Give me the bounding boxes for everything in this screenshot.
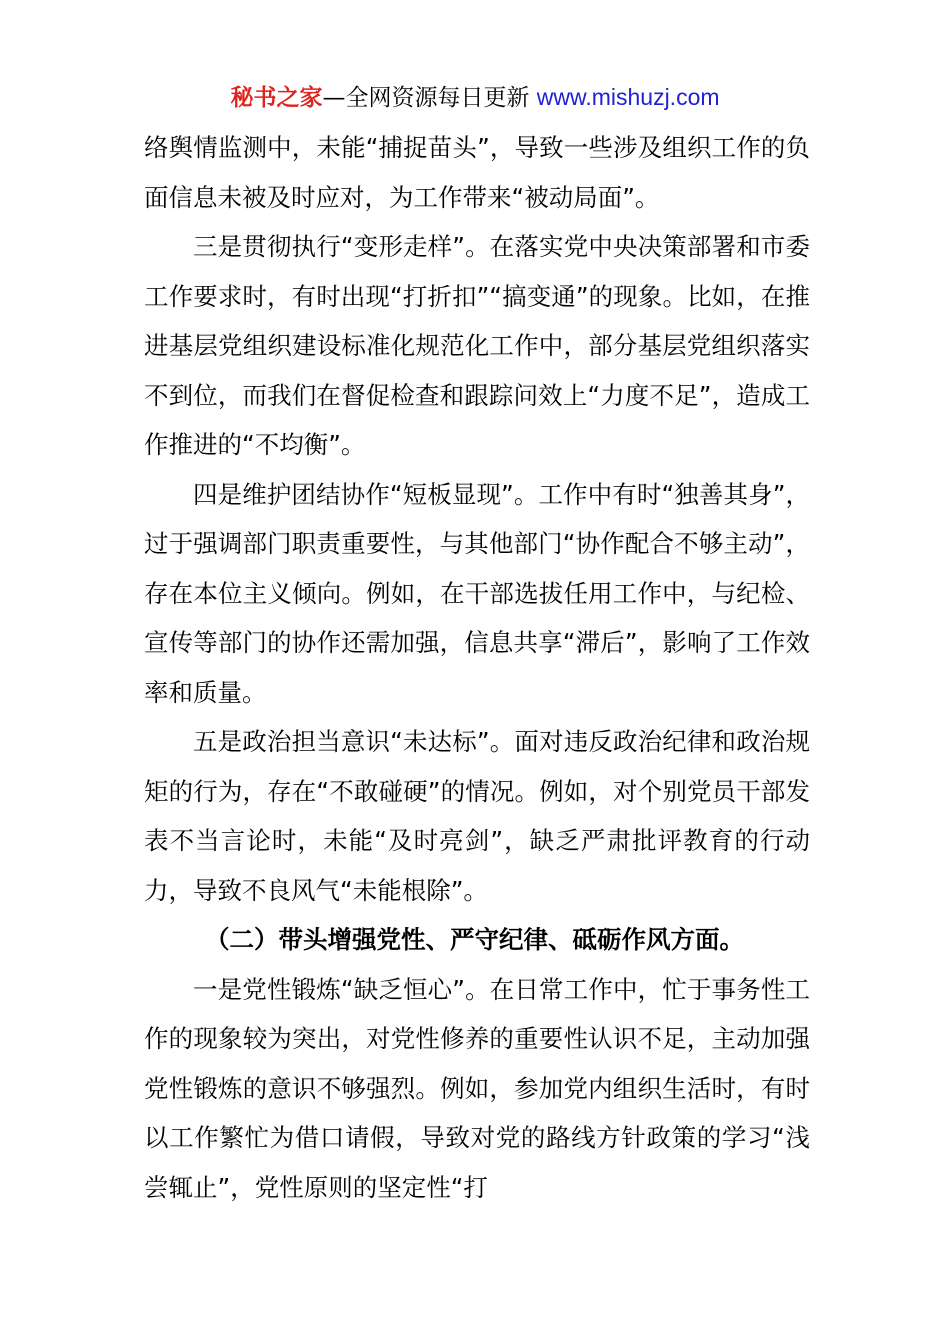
site-url-link[interactable]: www.mishuzj.com [536,84,720,110]
site-tagline: —全网资源每日更新 [322,85,530,111]
paragraph-point-one: 一是党性锻炼“缺乏恒心”。在日常工作中，忙于事务性工作的现象较为突出，对党性修养的重要性认识不足，主动加强党性锻炼的意识不够强烈。例如，参加党内组织生活时，有时以工作繁忙为借口请假，导致对党的路线方针政策的学习“浅尝辄止”，党性原则的坚定性“打 [144,974,810,1202]
paragraph-point-four: 四是维护团结协作“短板显现”。工作中有时“独善其身”，过于强调部门职责重要性，与其他部门“协作配合不够主动”，存在本位主义倾向。例如，在干部选拔任用工作中，与纪检、宣传等部门的协作还需加强，信息共享“滞后”，影响了工作效率和质量。 [144,479,810,707]
paragraph-continued: 络舆情监测中，未能“捕捉苗头”，导致一些涉及组织工作的负面信息未被及时应对，为工作带来“被动局面”。 [144,133,810,212]
site-brand: 秘书之家 [230,85,323,111]
paragraph-point-three: 三是贯彻执行“变形走样”。在落实党中央决策部署和市委工作要求时，有时出现“打折扣”“搞变通”的现象。比如，在推进基层党组织建设标准化规范化工作中，部分基层党组织落实不到位，而我们在督促检查和跟踪问效上“力度不足”，造成工作推进的“不均衡”。 [144,232,810,459]
page-header [0,80,950,115]
document-body [144,123,810,1212]
section-heading: （二）带头增强党性、严守纪律、砥砺作风方面。 [205,925,744,954]
paragraph-point-five: 五是政治担当意识“未达标”。面对违反政治纪律和政治规矩的行为，存在“不敢碰硬”的情况。例如，对个别党员干部发表不当言论时，未能“及时亮剑”，缺乏严肃批评教育的行动力，导致不良风气“未能根除”。 [144,727,810,905]
